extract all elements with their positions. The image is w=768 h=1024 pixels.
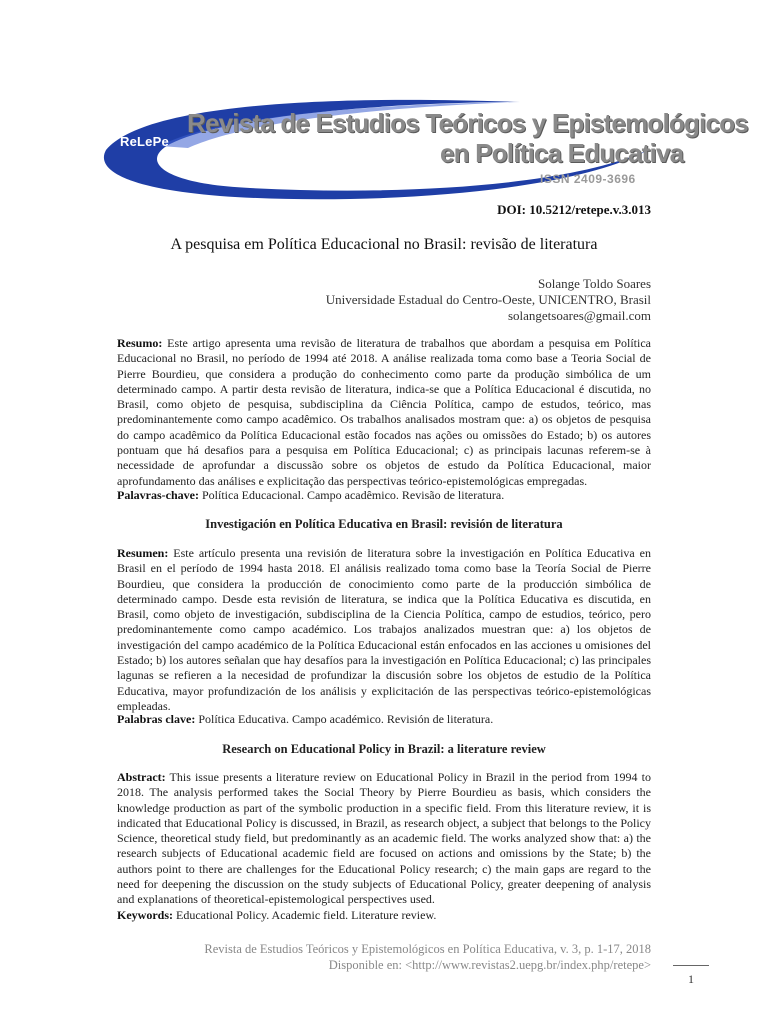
footer-available: Disponible en: <http://www.revistas2.uepg.br/index.php/retepe>: [328, 958, 651, 972]
logo-text: ReLePe: [120, 134, 169, 149]
abstract-pt: [117, 336, 651, 489]
page-number: 1: [688, 972, 694, 986]
journal-title-line2: en Política Educativa: [440, 138, 684, 168]
abstract-en-text: This issue presents a literature review on Educational Policy in Brazil in the period from 1994 to 2018. The analysis performed takes the Social Theory by Pierre Bourdieu as basis, which considers the knowledge production as part of the symbolic production in a specific field. From this literature review, it is indicated that Educational Policy is discussed, in Brazil, as research object, a subject that belongs to the Policy Science, theoretical study field, but predominantly as an academic field. The works analyzed show that: a) the research subjects of Educational academic field are focused on actions and omissions by the State; b) the authors point to there are challenges for the Educational Policy research; c) the main gaps are regard to the need for deepening the discussion on the study subjects of Educational Policy, greater deepening of analysis and explanations of theoretical-epistemological perspectives used.: [117, 770, 651, 907]
abstract-pt-label: Resumo:: [117, 336, 163, 350]
keywords-en-label: Keywords:: [117, 908, 173, 922]
page-number-rule: [673, 965, 709, 966]
abstract-es-title: Investigación en Política Educativa en Brasil: revisión de literatura: [205, 517, 563, 531]
abstract-en-title: Research on Educational Policy in Brazil: a literature review: [222, 742, 546, 756]
keywords-pt: [117, 488, 651, 503]
keywords-en: [117, 908, 651, 923]
keywords-pt-label: Palavras-chave:: [117, 488, 199, 502]
abstract-es-label: Resumen:: [117, 546, 169, 560]
journal-logo: [100, 88, 748, 200]
abstract-es-text: Este artículo presenta una revisión de literatura sobre la investigación en Política Educativa en Brasil en el período de 1994 hasta 2018. El análisis realizado toma como base la Teoría Social de Pierre Bourdieu, que considera la producción de conocimiento como parte de la producción simbólica de determinado campo. Desde esta revisión de literatura, se indica que la Política Educativa es discutida, en Brasil, como objeto de investigación, subdisciplina de la Ciencia Política, campo de estudios, teórico, pero predominantemente como campo académico. Los trabajos analizados muestran que: a) los objetos de investigación del campo académico de la Política Educacional están enfocados en las acciones u omisiones del Estado; b) los autores señalan que hay desafíos para la investigación en Política Educacional; c) las principales lagunas se refieren a la necesidad de profundizar la discusión sobre los objetos de estudio de la Política Educativa, mayor profundización de los análisis y explicitación de las perspectivas teórico-epistemológicas empleadas.: [117, 546, 651, 713]
issn: ISSN 2409-3696: [540, 172, 636, 186]
keywords-es-label: Palabras clave:: [117, 712, 196, 726]
footer-citation: Revista de Estudios Teóricos y Epistemológicos en Política Educativa, v. 3, p. 1-17, 2018: [204, 942, 651, 956]
abstract-pt-text: Este artigo apresenta uma revisão de literatura de trabalhos que abordam a pesquisa em Política Educacional no Brasil, no período de 1994 até 2018. A análise realizada toma como base a Teoria Social de Pierre Bourdieu, que considera a produção do conhecimento como parte da produção simbólica de um determinado campo. A partir desta revisão de literatura, indica-se que a Política Educacional é discutida, no Brasil, como objeto de pesquisa, subdisciplina da Ciência Política, campo de estudos, teórico, mas predominantemente como campo acadêmico. Os trabalhos analisados mostram que: a) os objetos de pesquisa do campo acadêmico da Política Educacional estão focados nas ações ou omissões do Estado; b) os autores pontuam que há desafios para a pesquisa em Política Educacional; c) as principais lacunas referem-se à necessidade de aprofundar a discussão sobre os objetos de estudo da Política Educacional, maior aprofundamento das análises e explicitação das perspectivas teórico-epistemológicas empregadas.: [117, 336, 651, 488]
author-email: solangetsoares@gmail.com: [507, 308, 651, 323]
article-title: A pesquisa em Política Educacional no Brasil: revisão de literatura: [170, 236, 598, 253]
keywords-es-text: Política Educativa. Campo académico. Revisión de literatura.: [198, 712, 494, 726]
journal-title-line1: Revista de Estudios Teóricos y Epistemológicos: [187, 108, 748, 138]
author-name: Solange Toldo Soares: [538, 276, 651, 291]
author-affiliation: Universidade Estadual do Centro-Oeste, UNICENTRO, Brasil: [325, 292, 651, 307]
abstract-en: [117, 770, 651, 908]
doi: DOI: 10.5212/retepe.v.3.013: [497, 202, 651, 217]
keywords-es: [117, 712, 651, 727]
abstract-es: [117, 546, 651, 714]
abstract-en-label: Abstract:: [117, 770, 166, 784]
keywords-en-text: Educational Policy. Academic field. Literature review.: [176, 908, 437, 922]
keywords-pt-text: Política Educacional. Campo acadêmico. Revisão de literatura.: [201, 488, 505, 502]
